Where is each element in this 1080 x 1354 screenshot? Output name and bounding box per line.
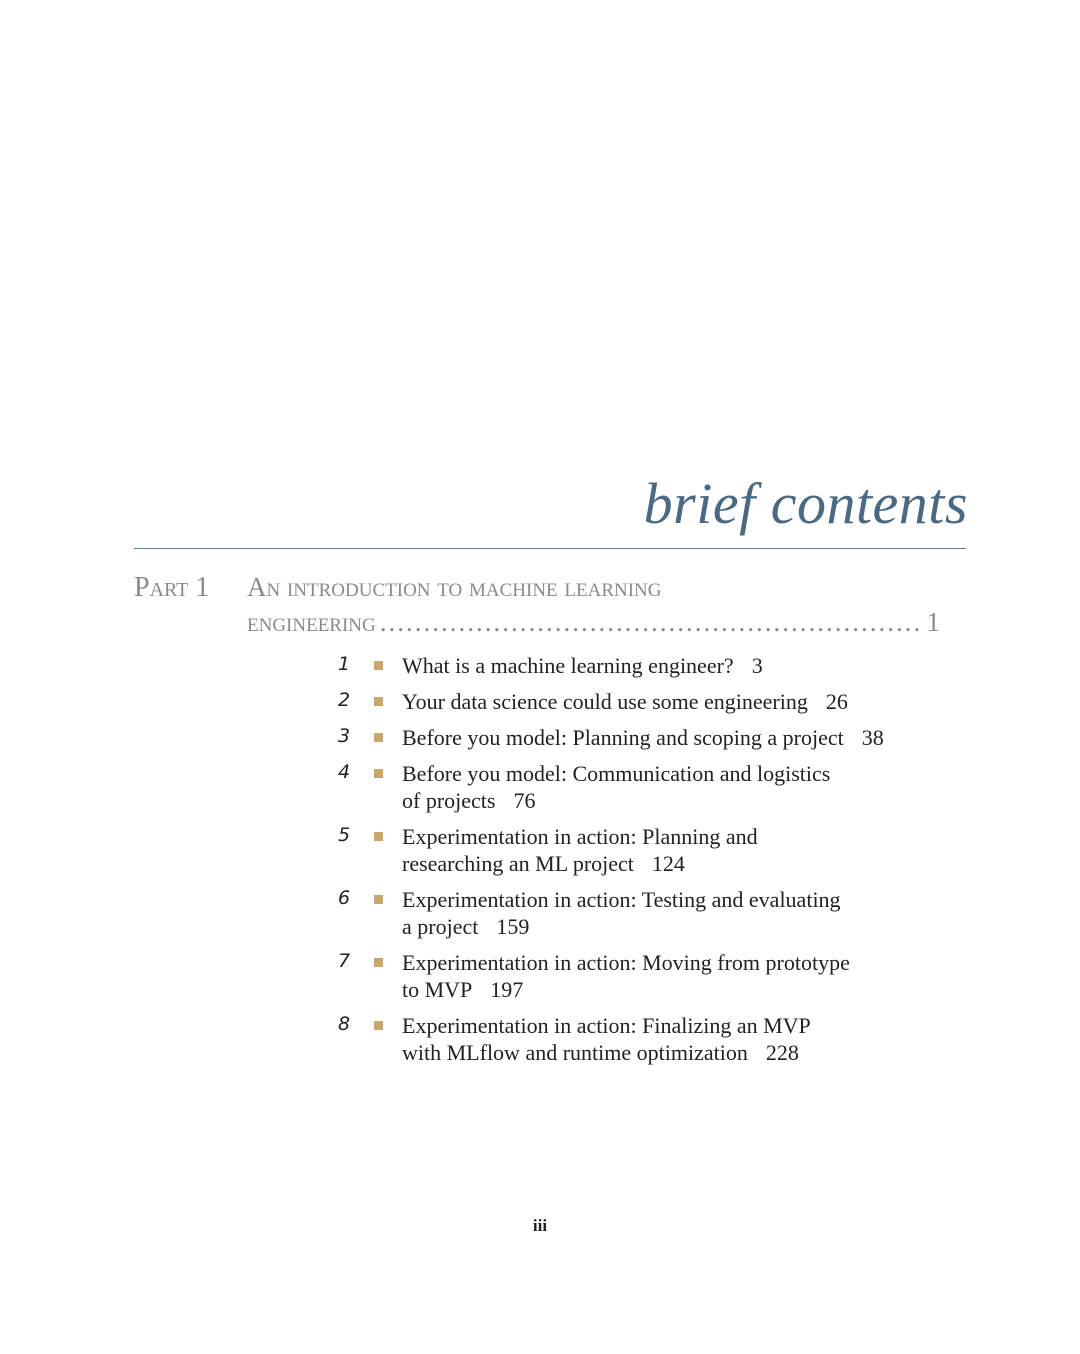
chapter-title-line (402, 976, 970, 1003)
chapter-title (402, 1012, 970, 1066)
chapter-title-line: Experimentation in action: Finalizing an MVP (402, 1013, 811, 1038)
chapter-title-line (402, 688, 970, 715)
chapter-number: 6 (337, 887, 351, 909)
chapter-page-number: 3 (751, 653, 763, 678)
toc-entry-chapter-5[interactable] (330, 823, 970, 877)
part-page-number: 1 (926, 607, 940, 637)
title-rule (134, 548, 966, 549)
chapter-number: 4 (337, 761, 351, 783)
chapter-page-number: 124 (651, 851, 685, 876)
square-bullet-icon (374, 661, 383, 670)
toc-entry-chapter-6[interactable] (330, 886, 970, 940)
chapter-title-line: Experimentation in action: Testing and evaluating (402, 887, 841, 912)
toc-entry-chapter-3[interactable] (330, 724, 970, 751)
toc-entry-chapter-8[interactable] (330, 1012, 970, 1066)
part-title-line2 (247, 607, 940, 638)
toc-entry-chapter-7[interactable] (330, 949, 970, 1003)
chapter-number: 1 (337, 653, 351, 675)
chapter-number: 7 (337, 950, 351, 972)
chapter-title-line (402, 913, 970, 940)
chapter-page-number: 159 (496, 914, 530, 939)
chapter-title-line (402, 787, 970, 814)
square-bullet-icon (374, 832, 383, 841)
chapter-title-text: with MLflow and runtime optimization (402, 1040, 748, 1065)
toc-entry-chapter-4[interactable] (330, 760, 970, 814)
square-bullet-icon (374, 958, 383, 967)
chapter-number: 3 (337, 725, 351, 747)
chapter-title-line (402, 850, 970, 877)
square-bullet-icon (374, 1021, 383, 1030)
square-bullet-icon (374, 733, 383, 742)
chapter-title-line: Before you model: Communication and logistics (402, 761, 831, 786)
chapter-page-number: 76 (513, 788, 536, 813)
chapter-title-text: Your data science could use some engineering (402, 689, 808, 714)
chapter-title (402, 760, 970, 814)
chapter-title-text: a project (402, 914, 479, 939)
part-label: Part 1 (134, 572, 210, 603)
square-bullet-icon (374, 769, 383, 778)
chapter-number: 8 (337, 1013, 351, 1035)
chapter-list (330, 652, 970, 1075)
chapter-number: 5 (337, 824, 351, 846)
chapter-page-number: 26 (825, 689, 848, 714)
chapter-title-line (402, 724, 970, 751)
chapter-title (402, 823, 970, 877)
dot-leader (380, 607, 923, 638)
toc-entry-chapter-1[interactable] (330, 652, 970, 679)
chapter-title-text: of projects (402, 788, 496, 813)
chapter-title-text: researching an ML project (402, 851, 634, 876)
chapter-title-text: Before you model: Planning and scoping a project (402, 725, 844, 750)
chapter-title-line: Experimentation in action: Planning and (402, 824, 758, 849)
chapter-title-line (402, 1039, 970, 1066)
part-title-line2-text: engineering (247, 607, 376, 637)
square-bullet-icon (374, 697, 383, 706)
chapter-title (402, 652, 970, 679)
chapter-number: 2 (337, 689, 351, 711)
chapter-title-line (402, 652, 970, 679)
chapter-title (402, 688, 970, 715)
part-title-line1: An introduction to machine learning (247, 572, 662, 602)
chapter-title (402, 949, 970, 1003)
chapter-page-number: 197 (490, 977, 524, 1002)
chapter-title (402, 886, 970, 940)
page-folio: iii (532, 1216, 548, 1235)
chapter-page-number: 38 (861, 725, 884, 750)
chapter-title (402, 724, 970, 751)
page-title: brief contents (643, 471, 968, 536)
toc-entry-chapter-2[interactable] (330, 688, 970, 715)
chapter-page-number: 228 (765, 1040, 799, 1065)
chapter-title-text: What is a machine learning engineer? (402, 653, 734, 678)
chapter-title-line: Experimentation in action: Moving from prototype (402, 950, 850, 975)
square-bullet-icon (374, 895, 383, 904)
chapter-title-text: to MVP (402, 977, 473, 1002)
